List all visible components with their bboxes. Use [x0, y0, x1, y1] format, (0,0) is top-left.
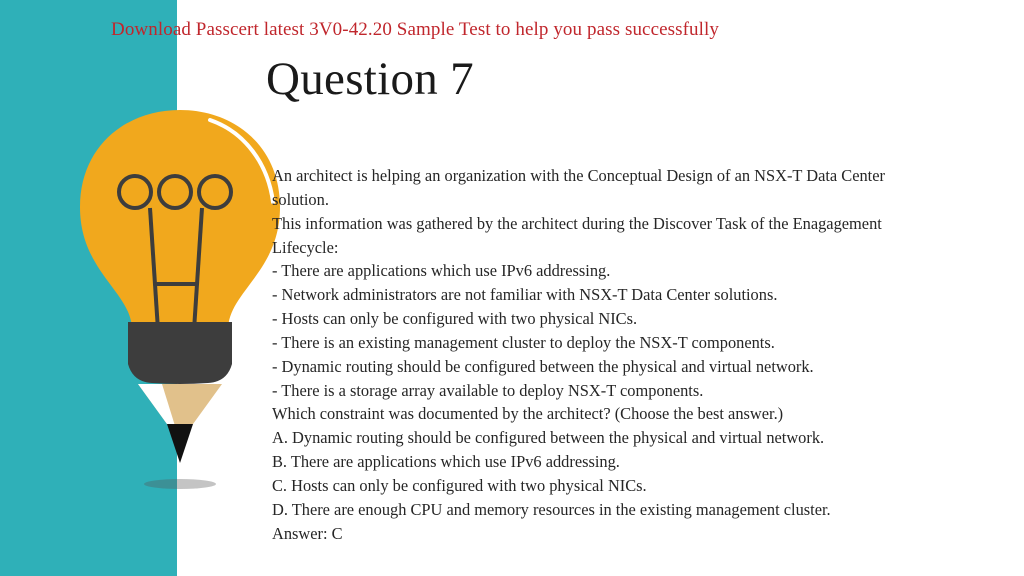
answer-option-c: C. Hosts can only be configured with two physical NICs. [272, 475, 647, 495]
context-line: This information was gathered by the architect during the Discover Task of the Enagagement [272, 213, 882, 233]
list-item: - Hosts can only be configured with two physical NICs. [272, 309, 638, 329]
lightbulb-pencil-icon [80, 102, 280, 502]
list-item: - Dynamic routing should be configured between the physical and virtual network. [272, 356, 814, 376]
intro-line: solution. [272, 189, 329, 209]
intro-line: An architect is helping an organization with the Conceptual Design of an NSX-T Data Center [272, 166, 885, 185]
list-item: - There is a storage array available to deploy NSX-T components. [272, 380, 704, 400]
answer-option-b: B. There are applications which use IPv6 addressing. [272, 452, 620, 472]
answer-option-d: D. There are enough CPU and memory resources in the existing management cluster. [272, 499, 831, 519]
question-prompt: Which constraint was documented by the architect? (Choose the best answer.) [272, 404, 784, 424]
answer-line: Answer: C [272, 523, 343, 543]
list-item: - Network administrators are not familiar with NSX-T Data Center solutions. [272, 285, 778, 305]
answer-option-a: A. Dynamic routing should be configured between the physical and virtual network. [272, 428, 825, 448]
list-item: - There is an existing management cluster to deploy the NSX-T components. [272, 332, 775, 352]
question-content [272, 164, 1012, 546]
page-title: Question 7 [266, 53, 474, 105]
context-line: Lifecycle: [272, 237, 339, 257]
download-banner: Download Passcert latest 3V0-42.20 Sample Test to help you pass successfully [111, 19, 720, 40]
list-item: - There are applications which use IPv6 addressing. [272, 261, 611, 281]
